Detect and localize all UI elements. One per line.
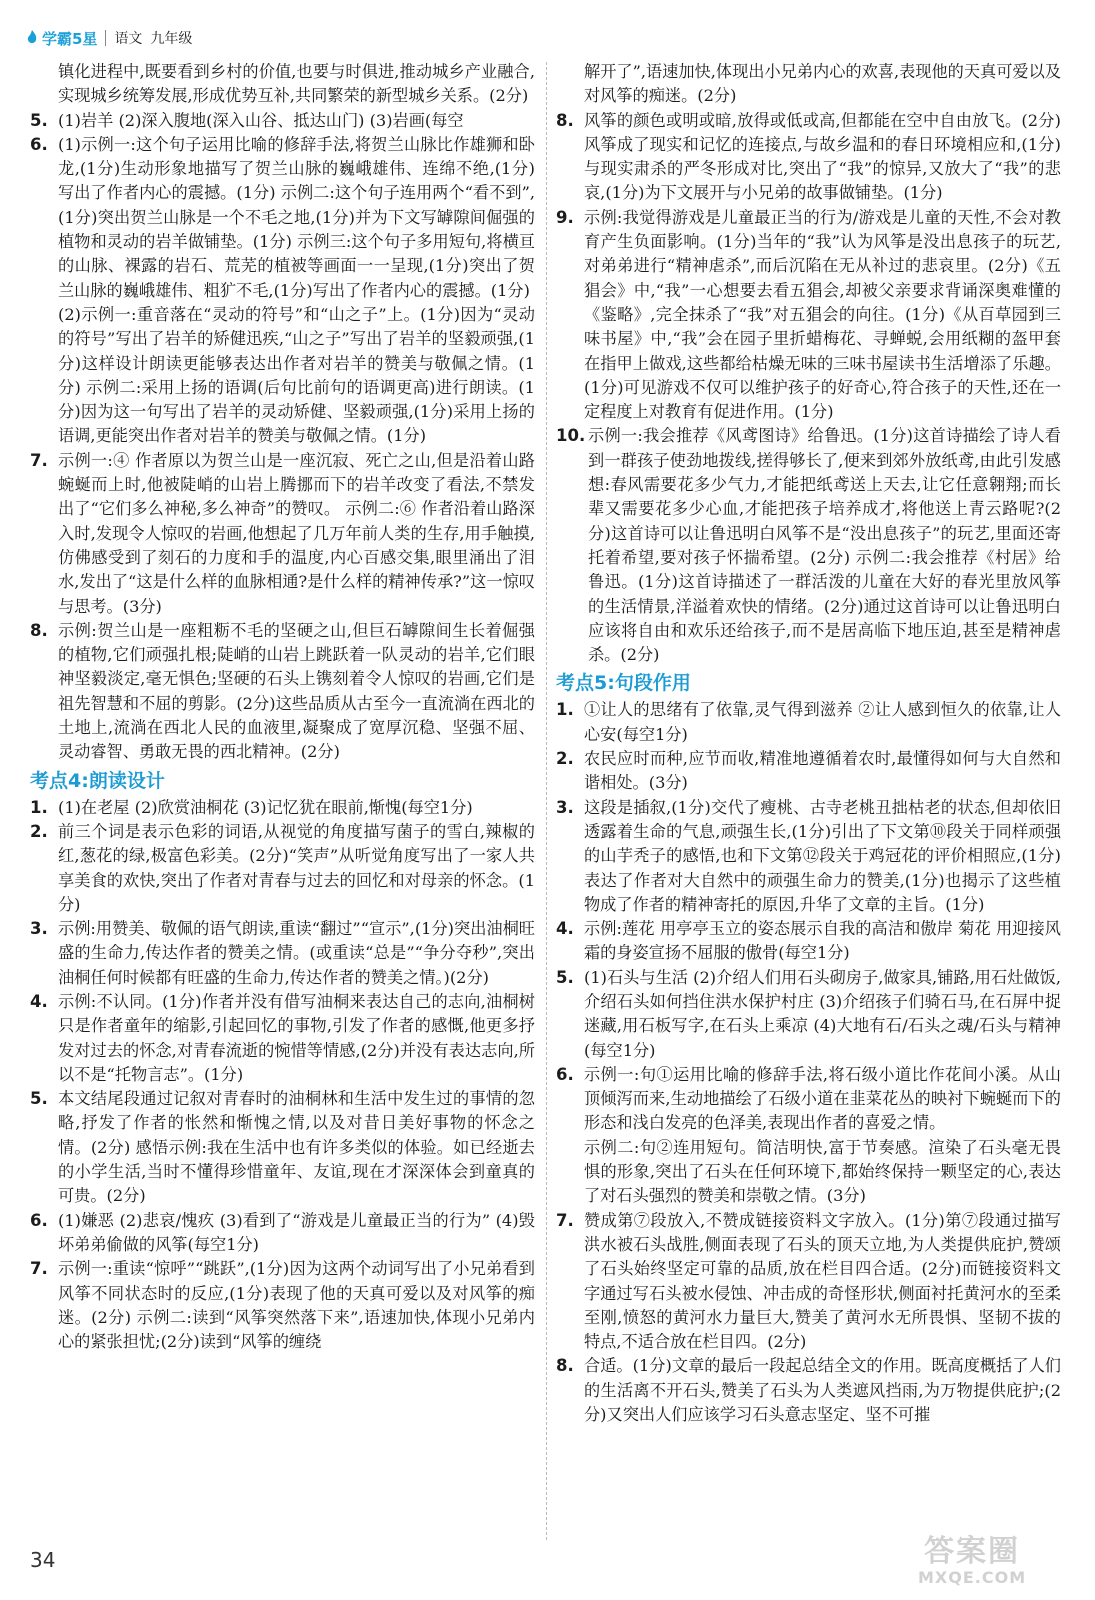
- answer-5: [30, 109, 535, 133]
- answer-continuation: 解开了”,语速加快,体现出小兄弟内心的欢喜,表现他的天真可爱以及对风筝的痴迷。(2分): [584, 62, 1061, 106]
- answer-text: 示例:用赞美、敬佩的语气朗读,重读“翻过”“宣示”,(1分)突出油桐旺盛的生命力,传达作者的赞美之情。(或重读“总是”“争分夺秒”,突出油桐任何时候都有旺盛的生命力,传达作者的赞美之情。)(2分): [58, 919, 535, 987]
- s4-answer-2: [30, 820, 535, 917]
- s5-answer-3: [556, 796, 1061, 917]
- answer-number: 4.: [30, 991, 48, 1011]
- answer-number: 8.: [30, 620, 48, 640]
- s4-answer-4: [30, 990, 535, 1087]
- s4-answer-3: [30, 917, 535, 990]
- answer-8: [556, 109, 1061, 206]
- section-heading-5: 考点5:句段作用: [556, 672, 691, 695]
- answer-6: [30, 133, 535, 303]
- answer-number: 6.: [30, 1210, 48, 1230]
- s5-answer-6: [556, 1063, 1061, 1136]
- answer-text: 农民应时而种,应节而收,精准地遵循着农时,最懂得如何与大自然和谐相处。(3分): [584, 749, 1061, 793]
- answer-number: 7.: [30, 1259, 48, 1279]
- left-column: [30, 60, 535, 1354]
- s5-answer-5: [556, 966, 1061, 1063]
- answer-text: 示例一:句①运用比喻的修辞手法,将石级小道比作花间小溪。从山顶倾泻而来,生动地描绘了石级小道在韭菜花丛的映衬下蜿蜒而下的形态和浅白发亮的色泽美,表现出作者的喜爱之情。: [584, 1064, 1061, 1133]
- section-heading-4: 考点4:朗读设计: [30, 769, 165, 792]
- s4-answer-1: [30, 796, 535, 820]
- answer-text: 前三个词是表示色彩的词语,从视觉的角度描写菌子的雪白,辣椒的红,葱花的绿,极富色彩美。(2分)“笑声”从听觉角度写出了一家人共享美食的欢快,突出了作者对青春与过去的回忆和对母亲的怀念。(1分): [58, 821, 535, 914]
- answer-text: 示例一:重读“惊呼”“跳跃”,(1分)因为这两个动词写出了小兄弟看到风筝不同状态时的反应,(1分)表现了他的天真可爱以及对风筝的痴迷。(2分) 示例二:读到“风筝突然落下来”,语速加快,体现小兄弟内心的紧张担忧;(2分)读到“风筝的缠绕: [58, 1259, 535, 1352]
- header-subject: 语文: [114, 31, 143, 47]
- answer-text: 赞成第⑦段放入,不赞成链接资料文字放入。(1分)第⑦段通过描写洪水被石头战胜,侧面表现了石头的顶天立地,为人类提供庇护,赞颂了石头始终坚定可靠的品质,放在栏目四合适。(2分)而链接资料文字通过写石头被水侵蚀、冲击成的奇怪形状,侧面衬托黄河水的至柔至刚,愤怒的黄河水力量巨大,赞美了黄河水无所畏惧、坚韧不拔的特点,不适合放在栏目四。(2分): [584, 1210, 1061, 1352]
- header-grade: 九年级: [150, 31, 193, 47]
- answer-text: 示例一:我会推荐《风鸢图诗》给鲁迅。(1分)这首诗描绘了诗人看到一群孩子使劲地拨线,搓得够长了,便来到郊外放纸鸢,由此引发感想:春风需要花多少气力,才能把纸鸢送上天去,让它任意翱翔;而长辈又需要花多少心血,才能把孩子培养成才,将他送上青云路呢?(2分)这首诗可以让鲁迅明白风筝不是“没出息孩子”的玩艺,里面还寄托着希望,要对孩子怀揣希望。(2分) 示例二:我会推荐《村居》给鲁迅。(1分)这首诗描述了一群活泼的儿童在大好的春光里放风筝的生活情景,洋溢着欢快的情绪。(2分)通过这首诗可以让鲁迅明白应该将自由和欢乐还给孩子,而不是居高临下地压迫,甚至是精神虐杀。(2分): [588, 426, 1061, 665]
- s5-answer-8: [556, 1354, 1061, 1427]
- answer-number: 6.: [556, 1064, 574, 1084]
- answer-number: 10.: [556, 426, 586, 446]
- answer-text: 本文结尾段通过记叙对青春时的油桐林和生活中发生过的事情的忽略,抒发了作者的怅然和惭愧之情,以及对昔日美好事物的怀念之情。(2分) 感悟示例:我在生活中也有许多类似的体验。如已经逝去的小学生活,当时不懂得珍惜童年、友谊,现在才深深体会到童真的可贵。(2分): [58, 1089, 535, 1206]
- answer-text: (1)岩羊 (2)深入腹地(深入山谷、抵达山门) (3)岩画(每空: [58, 110, 464, 130]
- answer-number: 7.: [556, 1210, 574, 1230]
- answer-text: 这段是插叙,(1分)交代了瘦桃、古寺老桃丑拙枯老的状态,但却依旧透露着生命的气息,顽强生长,(1分)引出了下文第⑩段关于同样顽强的山芋秃子的感悟,也和下文第⑫段关于鸡冠花的评价相照应,(1分)表达了作者对大自然中的顽强生命力的赞美,(1分)也揭示了这些植物成了作者的精神寄托的原因,升华了文章的主旨。(1分): [584, 797, 1061, 914]
- answer-number: 1.: [30, 797, 48, 817]
- s5-answer-4: [556, 917, 1061, 966]
- s4-answer-5: [30, 1087, 535, 1208]
- answer-number: 2.: [30, 821, 48, 841]
- header-divider: [105, 30, 106, 46]
- answer-6-part-2: (2)示例一:重音落在“灵动的符号”和“山之子”上。(1分)因为“灵动的符号”写出了岩羊的矫健迅疾,“山之子”写出了岩羊的坚毅顽强,(1分)这样设计朗读更能够表达出作者对岩羊的赞美与敬佩之情。(1分) 示例二:采用上扬的语调(后句比前句的语调更高)进行朗读。(1分)因为这一句写出了岩羊的灵动矫健、坚毅顽强,(1分)采用上扬的语调,更能突出作者对岩羊的赞美与敬佩之情。(1分): [58, 304, 535, 446]
- page-number: 34: [30, 1548, 56, 1572]
- answer-number: 3.: [30, 919, 48, 939]
- answer-number: 5.: [30, 1089, 48, 1109]
- answer-text: 示例:不认同。(1分)作者并没有借写油桐来表达自己的志向,油桐树只是作者童年的缩影,引起回忆的事物,引发了作者的感慨,他更多抒发对过去的怀念,对青春流逝的惋惜等情感,(2分)并没有表达志向,所以不是“托物言志”。(1分): [58, 991, 535, 1084]
- answer-continuation: 镇化进程中,既要看到乡村的价值,也要与时俱进,推动城乡产业融合,实现城乡统筹发展,形成优势互补,共同繁荣的新型城乡关系。(2分): [58, 62, 535, 106]
- answer-10: [556, 424, 1061, 667]
- s5-answer-1: [556, 698, 1061, 747]
- s5-answer-2: [556, 747, 1061, 796]
- answer-text: 示例:莲花 用亭亭玉立的姿态展示自我的高洁和傲岸 菊花 用迎接风霜的身姿宣扬不屈服的傲骨(每空1分): [584, 919, 1061, 963]
- answer-text: ①让人的思绪有了依靠,灵气得到滋养 ②让人感到恒久的依靠,让人心安(每空1分): [584, 700, 1061, 744]
- answer-number: 8.: [556, 110, 574, 130]
- answer-number: 5.: [556, 967, 574, 987]
- answer-number: 5.: [30, 110, 48, 130]
- answer-text: (1)石头与生活 (2)介绍人们用石头砌房子,做家具,铺路,用石灶做饭,介绍石头如何挡住洪水保护村庄 (3)介绍孩子们骑石马,在石屏中捉迷藏,用石板写字,在石头上乘凉 (4)大地有石/石头之魂/石头与精神(每空1分): [584, 967, 1061, 1060]
- answer-7: [30, 449, 535, 619]
- brand-logo: [24, 28, 97, 49]
- column-divider: [546, 62, 547, 1540]
- answer-number: 8.: [556, 1356, 574, 1376]
- brand-flame-icon: [24, 29, 40, 47]
- s5-answer-7: [556, 1209, 1061, 1355]
- page-header: [24, 24, 192, 52]
- answer-number: 2.: [556, 749, 574, 769]
- watermark-bottom: MXQE.COM: [918, 1568, 1027, 1587]
- answer-text: (1)在老屋 (2)欣赏油桐花 (3)记忆犹在眼前,惭愧(每空1分): [58, 797, 473, 817]
- answer-number: 9.: [556, 207, 574, 227]
- right-column: [556, 60, 1061, 1427]
- answer-text: (1)示例一:这个句子运用比喻的修辞手法,将贺兰山脉比作雄狮和卧龙,(1分)生动形象地描写了贺兰山脉的巍峨雄伟、连绵不绝,(1分)写出了作者内心的震撼。(1分) 示例二:这个句子连用两个“看不到”,(1分)突出贺兰山脉是一个不毛之地,(1分)并为下文写罅隙间倔强的植物和灵动的岩羊做铺垫。(1分) 示例三:这个句子多用短句,将横亘的山脉、裸露的岩石、荒芜的植被等画面一一呈现,(1分)突出了贺兰山脉的巍峨雄伟、粗犷不毛,(1分)写出了作者内心的震撼。(1分): [58, 134, 535, 300]
- answer-text: 示例一:④ 作者原以为贺兰山是一座沉寂、死亡之山,但是沿着山路蜿蜒而上时,他被陡峭的山岩上腾挪而下的岩羊改变了看法,不禁发出了“它们多么神秘,多么神奇”的赞叹。 示例二:⑥ 作者沿着山路深入时,发现令人惊叹的岩画,他想起了几万年前人类的生存,用手触摸,仿佛感受到了刻石的力度和手的温度,内心百感交集,眼里涌出了泪水,发出了“这是什么样的血脉相通?是什么样的精神传承?”这一惊叹与思考。(3分): [58, 450, 535, 616]
- answer-text: 示例:我觉得游戏是儿童最正当的行为/游戏是儿童的天性,不会对教育产生负面影响。(1分)当年的“我”认为风筝是没出息孩子的玩艺,对弟弟进行“精神虐杀”,而后沉陷在无从补过的悲哀里。(2分)《五猖会》中,“我”一心想要去看五猖会,却被父亲要求背诵深奥难懂的《鉴略》,完全抹杀了“我”对五猖会的向往。(1分)《从百草园到三味书屋》中,“我”会在园子里折蜡梅花、寻蝉蜕,会用纸糊的盔甲套在指甲上做戏,这些都给枯燥无味的三味书屋读书生活增添了乐趣。(1分)可见游戏不仅可以维护孩子的好奇心,符合孩子的天性,还在一定程度上对教育有促进作用。(1分): [584, 207, 1061, 422]
- answer-text: 风筝的颜色或明或暗,放得或低或高,但都能在空中自由放飞。(2分)风筝成了现实和记忆的连接点,与故乡温和的春日环境相应和,(1分)与现实肃杀的严冬形成对比,突出了“我”的惊异,又放大了“我”的悲哀,(1分)为下文展开与小兄弟的故事做铺垫。(1分): [584, 110, 1061, 203]
- answer-number: 7.: [30, 450, 48, 470]
- s4-answer-7: [30, 1257, 535, 1354]
- s5-answer-6-example-2: 示例二:句②连用短句。简洁明快,富于节奏感。渲染了石头毫无畏惧的形象,突出了石头在任何环境下,都始终保持一颗坚定的心,表达了对石头强烈的赞美和崇敬之情。(3分): [584, 1137, 1061, 1206]
- answer-number: 3.: [556, 797, 574, 817]
- answer-number: 1.: [556, 700, 574, 720]
- brand-name: 学霸5星: [42, 29, 98, 48]
- watermark-top: 答案圈: [924, 1534, 1021, 1569]
- answer-8: [30, 619, 535, 765]
- answer-number: 4.: [556, 919, 574, 939]
- answer-9: [556, 206, 1061, 425]
- answer-text: (1)嫌恶 (2)悲哀/愧疚 (3)看到了“游戏是儿童最正当的行为” (4)毁坏弟弟偷做的风筝(每空1分): [58, 1210, 535, 1254]
- answer-text: 合适。(1分)文章的最后一段起总结全文的作用。既高度概括了人们的生活离不开石头,赞美了石头为人类遮风挡雨,为万物提供庇护;(2分)又突出人们应该学习石头意志坚定、坚不可摧: [584, 1356, 1061, 1425]
- answer-text: 示例:贺兰山是一座粗粝不毛的坚硬之山,但巨石罅隙间生长着倔强的植物,它们顽强扎根;陡峭的山岩上跳跃着一队灵动的岩羊,它们眼神坚毅淡定,毫无惧色;坚硬的石头上镌刻着令人惊叹的岩画,它们是祖先智慧和不屈的剪影。(2分)这些品质从古至今一直流淌在西北的土地上,流淌在西北人民的血液里,凝聚成了宽厚沉稳、坚强不屈、灵动睿智、勇敢无畏的西北精神。(2分): [58, 620, 535, 762]
- watermark: [918, 1536, 1026, 1588]
- answer-number: 6.: [30, 134, 48, 154]
- s4-answer-6: [30, 1209, 535, 1258]
